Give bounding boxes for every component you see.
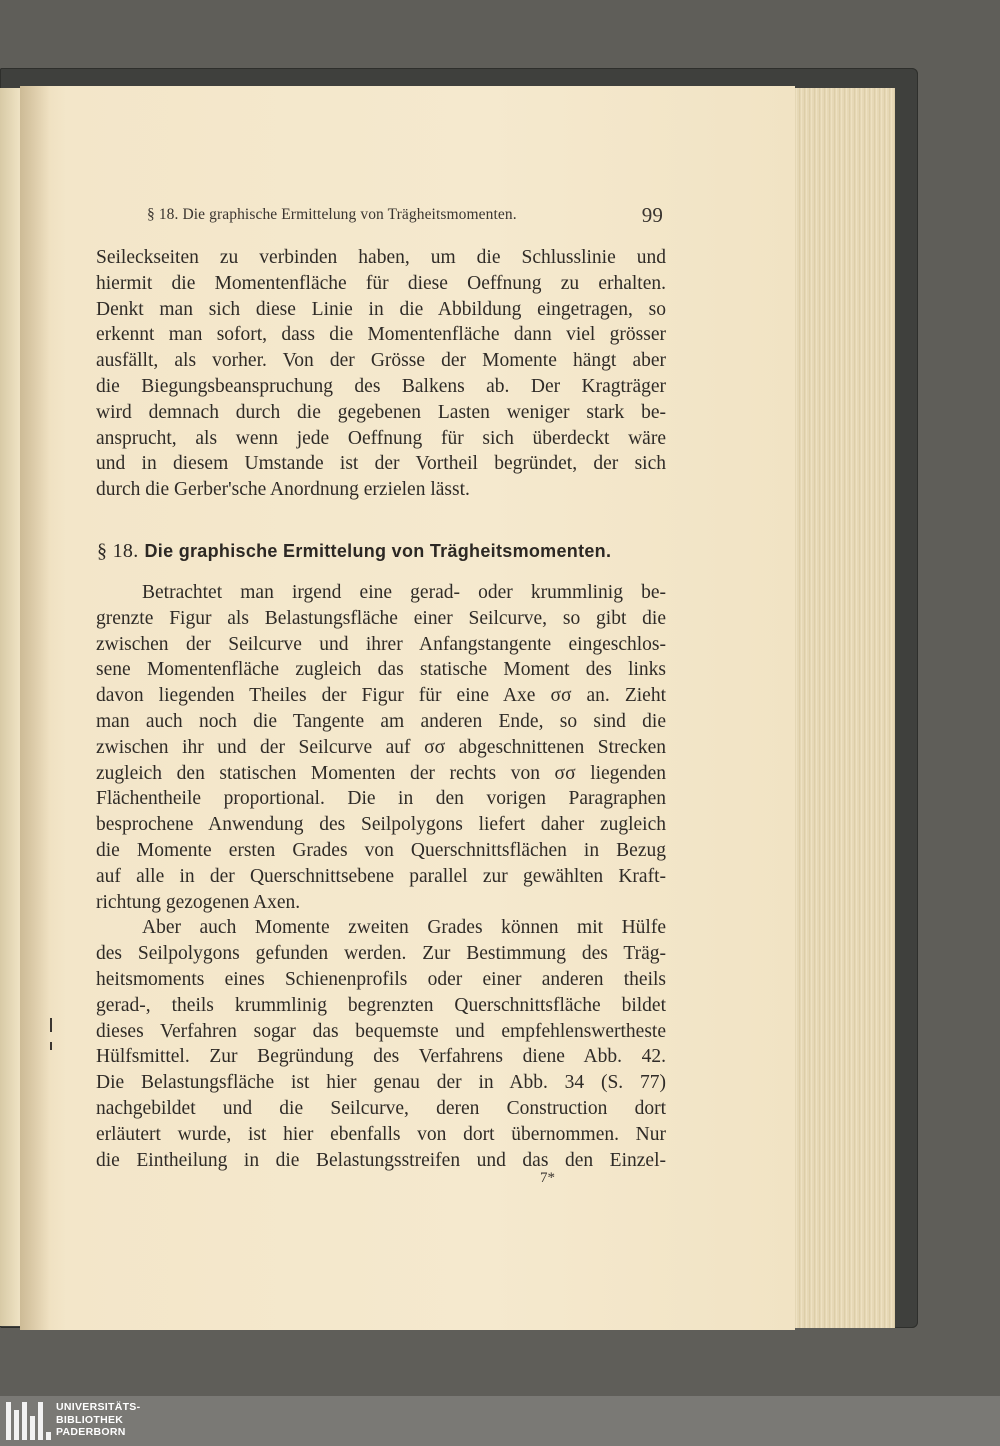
text-line: grenzte Figur als Belastungsfläche einer Seilcurve, so gibt die	[96, 607, 666, 629]
gutter-shadow	[20, 86, 50, 1330]
text-line: heitsmoments eines Schienenprofils oder einer anderen theils	[96, 968, 666, 990]
text-line: erkennt man sofort, dass die Momentenfläche dann viel grösser	[96, 324, 666, 346]
text-line: Die Belastungsfläche ist hier genau der in Abb. 34 (S. 77)	[96, 1072, 666, 1094]
text-line: zugleich den statischen Momenten der rechts von σσ liegenden	[96, 762, 666, 784]
text-line: hiermit die Momentenfläche für diese Oeffnung zu erhalten.	[96, 272, 666, 294]
logo-line: UNIVERSITÄTS-	[56, 1401, 141, 1413]
paragraph-continuation	[96, 245, 666, 503]
text-line: zwischen ihr und der Seilcurve auf σσ abgeschnittenen Strecken	[96, 736, 666, 758]
text-line: Hülfsmittel. Zur Begründung des Verfahrens diene Abb. 42.	[96, 1046, 666, 1068]
text-line: Denkt man sich diese Linie in die Abbildung eingetragen, so	[96, 298, 666, 320]
logo-line: BIBLIOTHEK	[56, 1413, 124, 1426]
text-line: die Biegungsbeanspruchung des Balkens ab. Der Kragträger	[96, 375, 666, 397]
text-line: die Momente ersten Grades von Querschnittsflächen in Bezug	[96, 839, 666, 861]
text-line: zwischen der Seilcurve und ihrer Anfangstangente eingeschlos-	[96, 633, 666, 655]
text-line: Aber auch Momente zweiten Grades können mit Hülfe	[142, 917, 666, 939]
text-line: Betrachtet man irgend eine gerad- oder krummlinig be-	[142, 582, 666, 603]
text-line: gerad-, theils krummlinig begrenzten Querschnittsfläche bildet	[96, 994, 666, 1016]
signature-mark: 7*	[540, 1170, 555, 1186]
text-line: erläutert wurde, ist hier ebenfalls von dort übernommen. Nur	[96, 1123, 666, 1145]
section-number: § 18.	[97, 540, 139, 562]
library-logo-text	[56, 1401, 140, 1439]
text-line: man auch noch die Tangente am anderen Ende, so sind die	[96, 710, 666, 732]
section-body	[96, 580, 666, 1173]
text-line: auf alle in der Querschnittsebene parallel zur gewählten Kraft-	[96, 865, 666, 887]
page-stack-edges	[782, 88, 895, 1328]
text-line: besprochene Anwendung des Seilpolygons liefert daher zugleich	[96, 814, 666, 836]
text-line: wird demnach durch die gegebenen Lasten weniger stark be-	[96, 401, 666, 423]
text-line: Flächentheile proportional. Die in den vorigen Paragraphen	[96, 788, 666, 810]
text-line: des Seilpolygons gefunden werden. Zur Bestimmung des Träg-	[96, 943, 666, 965]
text-line: dieses Verfahren sogar das bequemste und empfehlenswertheste	[96, 1020, 666, 1042]
running-title: § 18. Die graphische Ermittelung von Trägheitsmomenten.	[147, 206, 517, 223]
margin-mark	[50, 1042, 52, 1050]
page-number: 99	[641, 203, 663, 227]
text-line: richtung gezogenen Axen.	[96, 891, 301, 913]
margin-mark	[50, 1018, 52, 1032]
text-line: ausfällt, als vorher. Von der Grösse der Momente hängt aber	[96, 350, 666, 372]
text-line: die Eintheilung in die Belastungsstreifen und das den Einzel-	[96, 1149, 666, 1171]
section-heading	[97, 540, 667, 563]
logo-line: PADERBORN	[56, 1426, 126, 1438]
library-logo[interactable]	[6, 1400, 186, 1442]
library-logo-icon	[6, 1400, 50, 1442]
text-line: davon liegenden Theiles der Figur für eine Axe σσ an. Zieht	[96, 685, 666, 707]
text-line: und in diesem Umstande ist der Vortheil begründet, der sich	[96, 453, 666, 475]
text-line: sene Momentenfläche zugleich das statische Moment des links	[96, 659, 666, 681]
text-line: Seileckseiten zu verbinden haben, um die Schlusslinie und	[96, 247, 666, 268]
section-title: Die graphische Ermittelung von Trägheitsmomenten.	[144, 541, 612, 561]
text-line: nachgebildet und die Seilcurve, deren Construction dort	[96, 1097, 666, 1119]
text-line: durch die Gerber'sche Anordnung erzielen lässt.	[96, 479, 470, 501]
facing-page-edge	[0, 88, 21, 1326]
text-line: ansprucht, als wenn jede Oeffnung für sich überdeckt wäre	[96, 427, 666, 449]
running-header	[147, 204, 667, 230]
